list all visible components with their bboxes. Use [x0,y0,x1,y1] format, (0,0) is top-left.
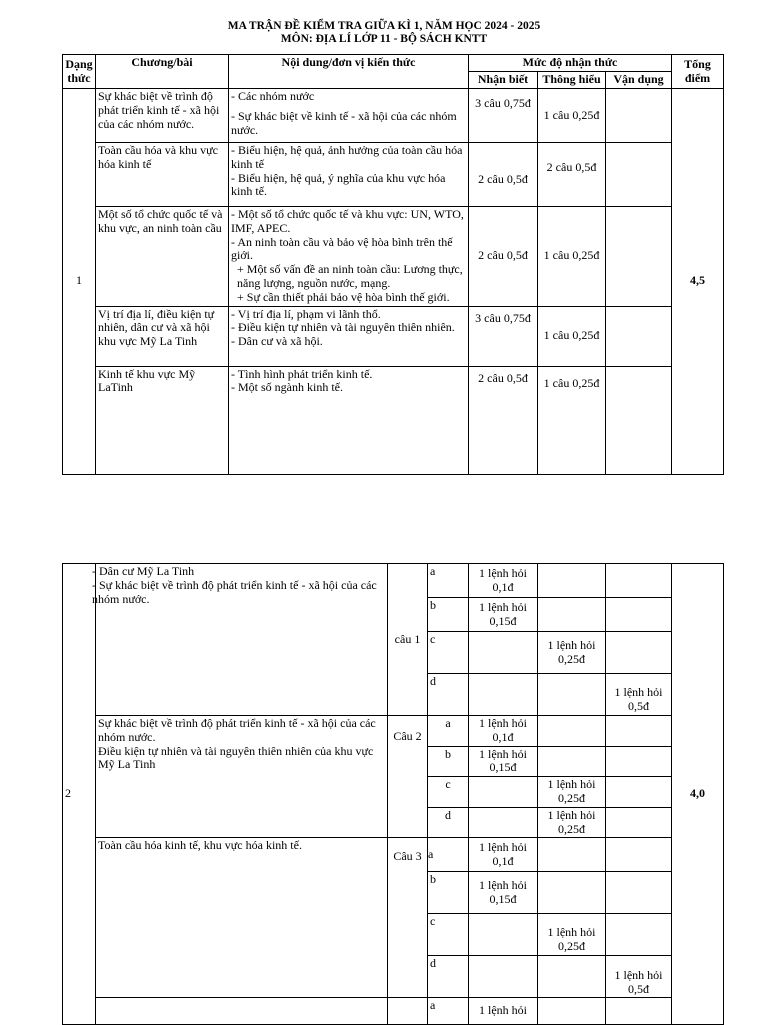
matrix-table-part-2 [62,563,724,1025]
table-row [63,306,724,366]
nhan-biet-cell: 1 lệnh hỏi [469,998,538,1025]
chuong-cell: Kinh tế khu vực Mỹ LaTinh [96,366,229,474]
header-thong-hieu: Thông hiểu [538,72,606,89]
thong-hieu-cell [538,564,606,598]
content-cell: - Dân cư Mỹ La Tinh - Sự khác biệt về trình độ phát triển kinh tế - xã hội của các nhóm nước. [96,564,388,716]
van-dung-cell [606,207,672,307]
thong-hieu-cell [538,872,606,914]
thong-hieu-cell [538,998,606,1025]
van-dung-cell [606,143,672,207]
nhan-biet-cell: 2 câu 0,5đ [469,143,538,207]
thong-hieu-cell: 1 câu 0,25đ [538,306,606,366]
thong-hieu-cell: 2 câu 0,5đ [538,143,606,207]
letter-cell: c [428,632,469,674]
van-dung-cell: 1 lệnh hỏi 0,5đ [606,956,672,998]
letter-cell: b [428,872,469,914]
letter-cell: b [428,598,469,632]
nhan-biet-cell: 3 câu 0,75đ [469,306,538,366]
content-cell: Toàn cầu hóa kinh tế, khu vực hóa kinh tế. [96,838,388,998]
document-title: MA TRẬN ĐỀ KIỂM TRA GIỮA KÌ 1, NĂM HỌC 2024 - 2025 [227,20,541,32]
van-dung-cell [606,746,672,777]
chuong-cell: Vị trí địa lí, điều kiện tự nhiên, dân cư và xã hội khu vực Mỹ La Tinh [96,306,229,366]
header-muc-do: Mức độ nhận thức [469,55,672,72]
letter-cell: a [428,998,469,1025]
content-cell: Sự khác biệt về trình độ phát triển kinh tế - xã hội của các nhóm nước. Điều kiện tự nhiên và tài nguyên thiên nhiên của khu vực Mỹ La Tinh [96,716,388,838]
letter-cell: a [428,838,469,872]
letter-cell: d [428,807,469,838]
noi-dung-cell: - Các nhóm nước - Sự khác biệt về kinh tế - xã hội của các nhóm nước. [229,89,469,143]
table-row [63,998,724,1025]
thong-hieu-cell: 1 câu 0,25đ [538,207,606,307]
van-dung-cell [606,716,672,747]
tong-diem-cell: 4,5 [672,89,724,475]
thong-hieu-cell [538,746,606,777]
table-row [63,716,724,747]
letter-cell: c [428,914,469,956]
nhan-biet-cell: 1 lệnh hỏi 0,15đ [469,598,538,632]
noi-dung-cell: - Tình hình phát triển kinh tế. - Một số ngành kinh tế. [229,366,469,474]
thong-hieu-cell [538,674,606,716]
nhan-biet-cell: 1 lệnh hỏi 0,15đ [469,746,538,777]
header-tong-diem: Tổng điểm [672,55,724,89]
table-row [63,838,724,872]
nhan-biet-cell: 2 câu 0,5đ [469,207,538,307]
letter-cell: c [428,777,469,808]
table-row [63,207,724,307]
content-cell [96,998,388,1025]
noi-dung-cell: - Vị trí địa lí, phạm vi lãnh thổ. - Điều kiện tự nhiên và tài nguyên thiên nhiên. - Dân cư và xã hội. [229,306,469,366]
table-row [63,564,724,598]
nhan-biet-cell [469,914,538,956]
header-chuong-bai: Chương/bài [96,55,229,89]
dang-thuc-cell: 2 [63,564,96,1025]
van-dung-cell [606,777,672,808]
noi-dung-cell: - Biểu hiện, hệ quả, ảnh hưởng của toàn cầu hóa kinh tế - Biểu hiện, hệ quả, ý nghĩa của khu vực hóa kinh tế. [229,143,469,207]
nhan-biet-cell [469,807,538,838]
thong-hieu-cell: 1 lệnh hỏi 0,25đ [538,777,606,808]
van-dung-cell [606,998,672,1025]
letter-cell: a [428,716,469,747]
van-dung-cell [606,564,672,598]
nhan-biet-cell [469,777,538,808]
van-dung-cell [606,632,672,674]
letter-cell: b [428,746,469,777]
thong-hieu-cell: 1 câu 0,25đ [538,89,606,143]
nhan-biet-cell [469,674,538,716]
header-nhan-biet: Nhận biết [469,72,538,89]
header-dang-thuc: Dạng thức [63,55,96,89]
table-row [63,143,724,207]
nhan-biet-cell: 2 câu 0,5đ [469,366,538,474]
header-van-dung: Vận dụng [606,72,672,89]
van-dung-cell [606,306,672,366]
nhan-biet-cell: 1 lệnh hỏi 0,15đ [469,872,538,914]
van-dung-cell [606,366,672,474]
thong-hieu-cell [538,598,606,632]
nhan-biet-cell: 1 lệnh hỏi 0,1đ [469,564,538,598]
cau-cell: Câu 2 [388,716,428,838]
matrix-table-part-1 [62,54,724,475]
van-dung-cell [606,598,672,632]
letter-cell: d [428,956,469,998]
van-dung-cell [606,914,672,956]
nhan-biet-cell [469,632,538,674]
chuong-cell: Sự khác biệt về trình độ phát triển kinh tế - xã hội của các nhóm nước. [96,89,229,143]
dang-thuc-cell: 1 [63,89,96,475]
cau-cell: câu 1 [388,564,428,716]
chuong-cell: Toàn cầu hóa và khu vực hóa kinh tế [96,143,229,207]
van-dung-cell [606,872,672,914]
cau-cell [388,998,428,1025]
letter-cell: d [428,674,469,716]
table-row [63,89,724,143]
van-dung-cell [606,807,672,838]
nhan-biet-cell: 1 lệnh hỏi 0,1đ [469,716,538,747]
chuong-cell: Một số tổ chức quốc tế và khu vực, an ninh toàn cầu [96,207,229,307]
nhan-biet-cell: 3 câu 0,75đ [469,89,538,143]
thong-hieu-cell: 1 lệnh hỏi 0,25đ [538,632,606,674]
letter-cell: a [428,564,469,598]
cau-cell: Câu 3 [388,838,428,998]
van-dung-cell [606,838,672,872]
thong-hieu-cell: 1 lệnh hỏi 0,25đ [538,914,606,956]
tong-diem-cell: 4,0 [672,564,724,1025]
van-dung-cell: 1 lệnh hỏi 0,5đ [606,674,672,716]
header-noi-dung: Nội dung/đơn vị kiến thức [229,55,469,89]
thong-hieu-cell: 1 lệnh hỏi 0,25đ [538,807,606,838]
thong-hieu-cell [538,838,606,872]
thong-hieu-cell [538,716,606,747]
nhan-biet-cell [469,956,538,998]
thong-hieu-cell [538,956,606,998]
nhan-biet-cell: 1 lệnh hỏi 0,1đ [469,838,538,872]
document-subtitle: MÔN: ĐỊA LÍ LỚP 11 - BỘ SÁCH KNTT [280,33,488,45]
thong-hieu-cell: 1 câu 0,25đ [538,366,606,474]
noi-dung-cell: - Một số tổ chức quốc tế và khu vực: UN, WTO, IMF, APEC. - An ninh toàn cầu và bảo vệ hòa bình trên thế giới. + Một số vấn đề an ninh toàn cầu: Lương thực, năng lượng, nguồn nước, mạng. + Sự cần thiết phải bảo vệ hòa bình thế giới. [229,207,469,307]
table-row [63,366,724,474]
van-dung-cell [606,89,672,143]
